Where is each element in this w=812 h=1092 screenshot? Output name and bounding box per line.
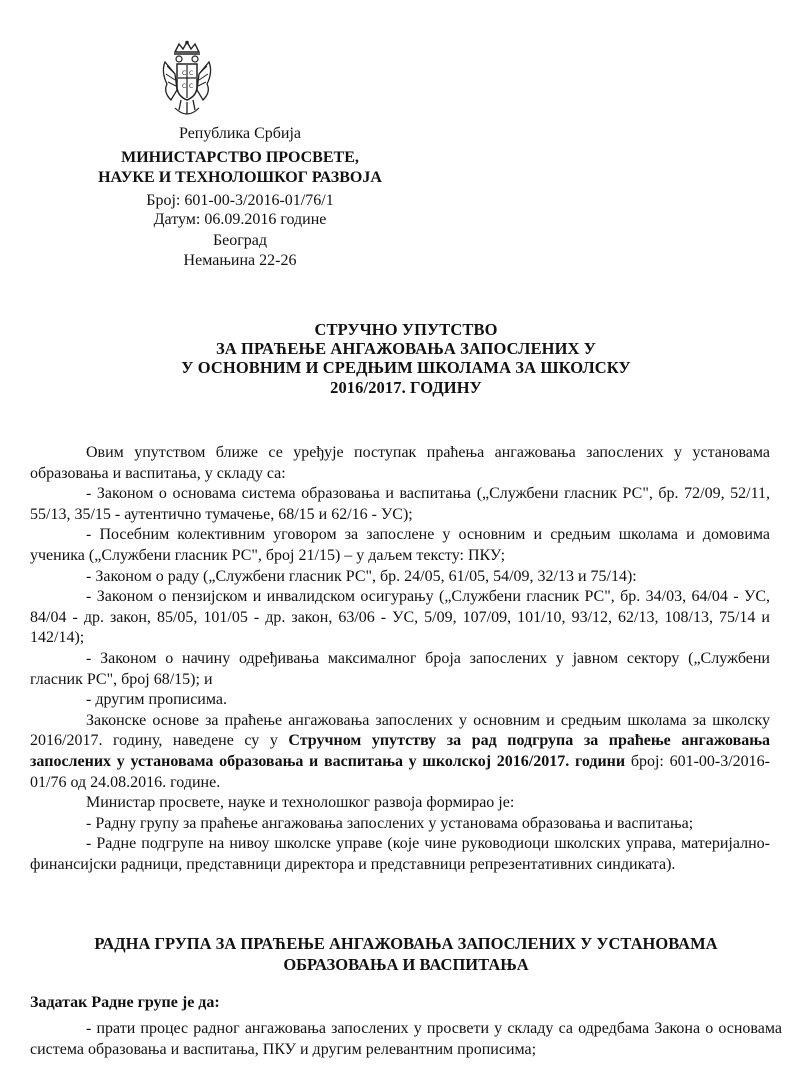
legal-basis-number: број: 601-00-3/2016-01/76 од 24.08.2016. године. bbox=[30, 752, 771, 791]
law-item-5: - Законом о начину одређивања максималног броја запослених у јавном сектору („Службени гласник РС", број 68/15); и bbox=[30, 649, 770, 688]
section-heading-line2: ОБРАЗОВАЊА И ВАСПИТАЊА bbox=[283, 955, 529, 974]
minister-paragraph: Министар просвете, науке и технолошког развоја формирао је: bbox=[86, 794, 515, 812]
document-title-line2: ЗА ПРАЋЕЊЕ АНГАЖОВАЊА ЗАПОСЛЕНИХ У bbox=[216, 339, 596, 358]
document-body bbox=[30, 443, 770, 875]
law-item-2: - Посебним колективним уговором за запослене у основним и средњим школама и домовима ученика („Службени гласник РС", број 21/15) – у даљем тексту: ПКУ; bbox=[30, 526, 770, 564]
svg-text:С: С bbox=[189, 83, 194, 90]
ministry-name-line1: МИНИСТАРСТВО ПРОСВЕТЕ, bbox=[121, 149, 359, 166]
legal-basis-reference: Стручном упутству за рад подгрупа за праћење ангажовања запослених у установама образовања и васпитања у школској 2016/2017. години bbox=[30, 732, 770, 770]
task-item-1: - прати процес радног ангажовања запослених у просвети у складу са одредбама Закона о основама система образовања и васпитања, ПКУ и другим релевантним прописима; bbox=[30, 1020, 782, 1058]
ministry-name-line2: НАУКЕ И ТЕХНОЛОШКОГ РАЗВОЈА bbox=[98, 169, 382, 186]
task-heading: Задатак Радне групе је да: bbox=[30, 994, 220, 1011]
legal-basis-paragraph bbox=[30, 711, 770, 793]
document-title-line4: 2016/2017. ГОДИНУ bbox=[330, 378, 482, 397]
law-item-6: - другим прописима. bbox=[86, 691, 227, 709]
svg-text:С: С bbox=[182, 70, 187, 77]
svg-text:С: С bbox=[189, 70, 194, 77]
document-date: Датум: 06.09.2016 године bbox=[153, 211, 327, 228]
document-number: Број: 601-00-3/2016-01/76/1 bbox=[146, 192, 334, 209]
legal-basis-text: Законске основе за праћење ангажовања запослених у основним и средњим школама за школску 2016/2017. годину, наведене су у bbox=[30, 711, 770, 750]
law-item-3: - Законом о раду („Службени гласник РС", бр. 24/05, 61/05, 54/09, 32/13 и 75/14): bbox=[86, 567, 637, 585]
law-item-4: - Законом о пензијском и инвалидском осигурању („Службени гласник РС", бр. 34/03, 64/04 - УС, 84/04 - др. закон, 85/05, 101/05 - др. закон, 63/06 - УС, 5/09, 107/09, 101/10, 93/12, 62/13, 108/13, 75/14 и 142/14); bbox=[30, 588, 770, 647]
law-item-1: - Законом о основама система образовања и васпитања („Службени гласник РС", бр. 72/09, 52/11, 55/13, 35/15 - аутентично тумачење, 68/15 и 62/16 - УС); bbox=[30, 485, 770, 523]
country-name: Република Србија bbox=[179, 125, 301, 142]
task-body bbox=[30, 1018, 782, 1060]
working-subgroup-item: - Радне подгрупе на нивоу школске управе (које чине руководиоци школских управа, материјално-финансијски радници, представници директора и представници репрезентативних синдиката). bbox=[30, 835, 770, 873]
working-group-item: - Радну групу за праћење ангажовања запослених у установама образовања и васпитања; bbox=[86, 814, 694, 832]
coat-of-arms-icon bbox=[157, 40, 217, 120]
document-title-line3: У ОСНОВНИМ И СРЕДЊИМ ШКОЛАМА ЗА ШКОЛСКУ bbox=[181, 358, 631, 377]
city: Београд bbox=[212, 232, 268, 249]
document-title-line1: СТРУЧНО УПУТСТВО bbox=[314, 320, 498, 339]
section-heading-line1: РАДНА ГРУПА ЗА ПРАЋЕЊЕ АНГАЖОВАЊА ЗАПОСЛЕНИХ У УСТАНОВАМА bbox=[94, 934, 718, 953]
street-address: Немањина 22-26 bbox=[183, 252, 297, 269]
svg-text:С: С bbox=[182, 83, 187, 90]
intro-paragraph: Овим упутством ближе се уређује поступак праћења ангажовања запослених у установама образовања и васпитања, у складу са: bbox=[30, 444, 770, 482]
